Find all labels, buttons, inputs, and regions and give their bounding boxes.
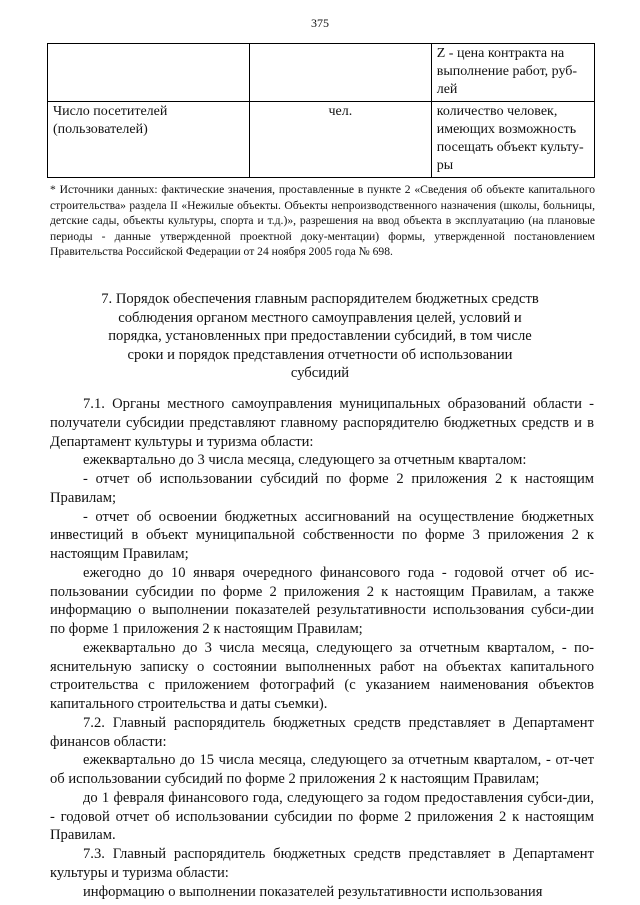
paragraph: ежегодно до 10 января очередного финансового года - годовой отчет об ис-пользовании субсидии по форме 2 приложения 2 к настоящим Правилам, а также информацию о выполнении показателей результативности использования субси-дии по форме 1 приложения 2 к настоящим Правилам; [50,564,594,637]
table-cell-indicator: Число посетителей (пользователей) [48,102,250,178]
section-heading: 7. Порядок обеспечения главным распорядителем бюджетных средств соблюдения органом местного самоуправления целей, условий и порядка, установленных при предоставлении субсидий, в том числе сроки и порядок представления отчетности об использовании субсидий [101,291,539,382]
indicator-table [47,43,595,178]
paragraph: ежеквартально до 3 числа месяца, следующего за отчетным кварталом, - по-яснительную записку о состоянии выполненных работ на объектах капитального строительства с приложением фотографий (с указанием наименования объектов капитального строительства и даты съемки). [50,639,594,712]
paragraph: 7.2. Главный распорядитель бюджетных средств представляет в Департамент финансов области: [50,714,594,750]
paragraph: ежеквартально до 3 числа месяца, следующего за отчетным кварталом: [83,452,527,469]
paragraph: 7.1. Органы местного самоуправления муниципальных образований области - получатели субсидии представляют главному распорядителю бюджетных средств и в Департамент культуры и туризма области: [50,396,594,450]
table-cell-description: Z - цена контракта на выполнение работ, руб-лей [431,44,594,102]
footnote: * Источники данных: фактические значения, проставленные в пункте 2 «Сведения об объекте капитального строительства» раздела II «Нежилые объекты. Объекты непроизводственного назначения (школы, больницы, детские сады, объекты культуры, спорта и т.д.)», разрешения на ввод объекта в эксплуатацию (на плановые периоды - данные утвержденной проектной доку-ментации) формы, утвержденной постановлением Правительства Российской Федерации от 24 ноября 2005 года № 698. [50,183,595,258]
table-cell-unit [250,44,432,102]
body-text [50,395,594,901]
paragraph: ежеквартально до 15 числа месяца, следующего за отчетным кварталом, - от-чет об использовании субсидий по форме 2 приложения 2 к настоящим Правилам; [50,752,594,787]
paragraph: - отчет об освоении бюджетных ассигнований на осуществление бюджетных инвестиций в объект муниципальной собственности по форме 3 приложения 2 к настоящим Правилам; [50,508,594,562]
page-number: 375 [311,16,329,30]
table-cell-description: количество человек, имеющих возможность посещать объект культу-ры [431,102,594,178]
paragraph: - отчет об использовании субсидий по форме 2 приложения 2 к настоящим Правилам; [50,471,594,506]
table-cell-indicator [48,44,250,102]
paragraph: 7.3. Главный распорядитель бюджетных средств представляет в Департамент культуры и туризма области: [50,846,594,881]
table-row [48,44,595,102]
table-cell-unit: чел. [250,102,432,178]
paragraph: до 1 февраля финансового года, следующего за годом предоставления субси-дии, - годовой отчет об использовании субсидии по форме 2 приложения 2 к настоящим Правилам. [50,789,594,844]
paragraph: информацию о выполнении показателей результативности использования [83,883,543,900]
table-row [48,102,595,178]
